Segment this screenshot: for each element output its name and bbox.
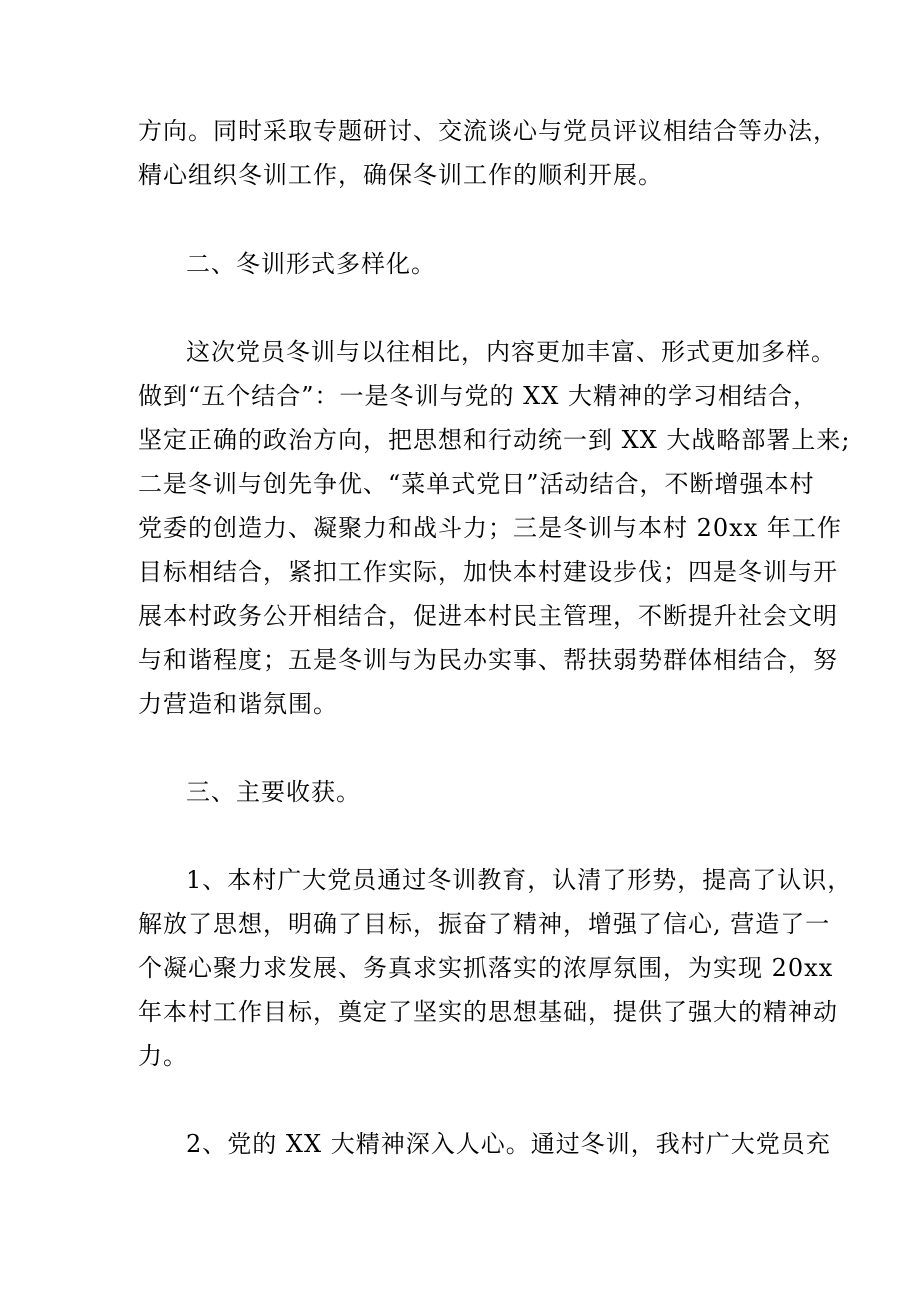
text-line: 与和谐程度；五是冬训与为民办实事、帮扶弱势群体相结合，努 bbox=[138, 646, 838, 674]
text-line: 党委的创造力、凝聚力和战斗力；三是冬训与本村 20xx 年工作 bbox=[138, 514, 842, 542]
text-line: 做到“五个结合”：一是冬训与党的 XX 大精神的学习相结合， bbox=[138, 382, 818, 410]
text-line: 力。 bbox=[138, 1042, 188, 1070]
section-heading: 二、冬训形式多样化。 bbox=[186, 250, 436, 278]
text-line: 解放了思想，明确了目标，振奋了精神，增强了信心, 营造了一 bbox=[138, 910, 831, 938]
text-line: 精心组织冬训工作，确保冬训工作的顺利开展。 bbox=[138, 161, 663, 189]
text-line: 目标相结合，紧扣工作实际，加快本村建设步伐；四是冬训与开 bbox=[138, 558, 838, 586]
text-line: 力营造和谐氛围。 bbox=[138, 690, 338, 718]
section-heading: 三、主要收获。 bbox=[186, 778, 361, 806]
text-line: 2、党的 XX 大精神深入人心。通过冬训，我村广大党员充 bbox=[186, 1130, 831, 1158]
text-line: 方向。同时采取专题研讨、交流谈心与党员评议相结合等办法， bbox=[138, 117, 838, 145]
text-line: 1、本村广大党员通过冬训教育，认清了形势，提高了认识， bbox=[186, 866, 853, 894]
text-line: 二是冬训与创先争优、“菜单式党日”活动结合，不断增强本村 bbox=[138, 470, 815, 498]
text-line: 坚定正确的政治方向，把思想和行动统一到 XX 大战略部署上来; bbox=[138, 426, 851, 454]
text-line: 这次党员冬训与以往相比，内容更加丰富、形式更加多样。 bbox=[186, 338, 836, 366]
text-line: 年本村工作目标，奠定了坚实的思想基础，提供了强大的精神动 bbox=[138, 998, 838, 1026]
text-line: 个凝心聚力求发展、务真求实抓落实的浓厚氛围，为实现 20xx bbox=[138, 954, 834, 982]
text-line: 展本村政务公开相结合，促进本村民主管理，不断提升社会文明 bbox=[138, 602, 838, 630]
